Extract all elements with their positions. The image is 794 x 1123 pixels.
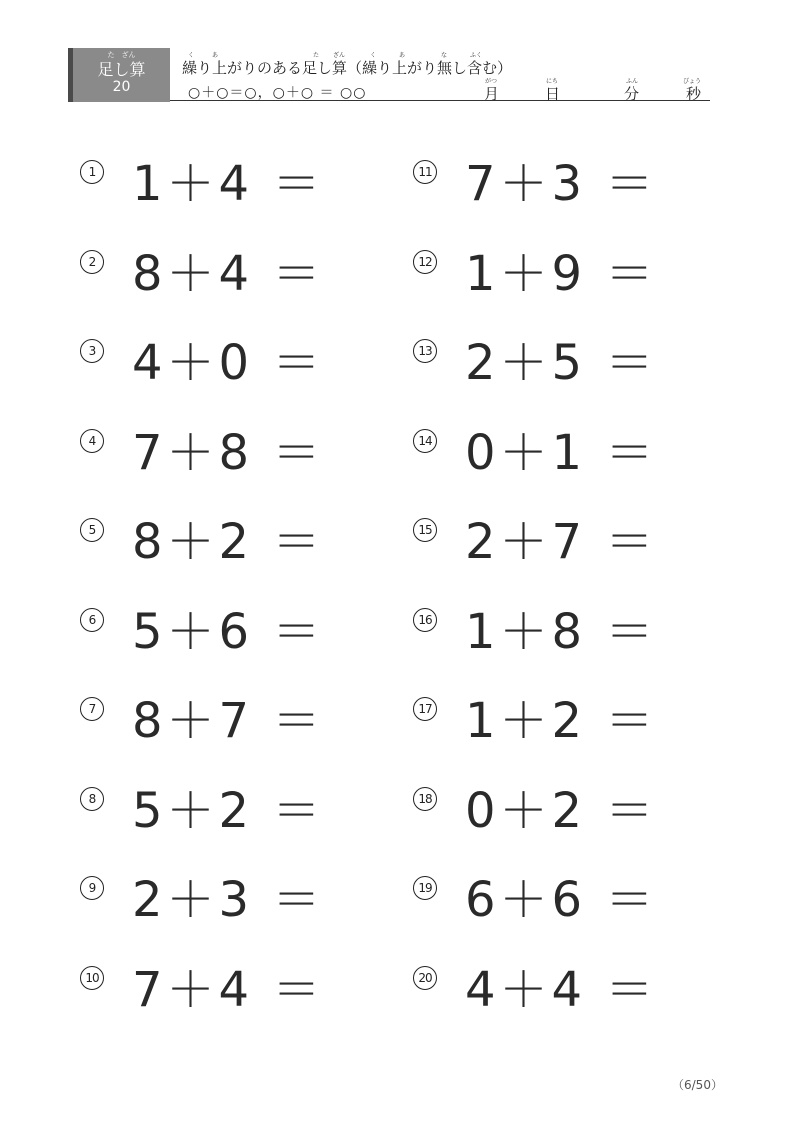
problem-expression: 7＋8 ＝ xyxy=(132,424,325,481)
problem-expression: 2＋3 ＝ xyxy=(132,872,325,928)
problem-number: 10 xyxy=(80,966,104,990)
problem-expression: 1＋2 ＝ xyxy=(465,693,658,749)
problem-number: 11 xyxy=(413,160,437,184)
problem-expression: 4＋0 ＝ xyxy=(132,335,325,391)
header-divider xyxy=(170,100,710,101)
second-label: 秒 xyxy=(686,85,702,103)
title-ruby-8: ふく xyxy=(470,52,483,59)
problem-number: 5 xyxy=(80,518,104,542)
problem-expression: 8＋7 ＝ xyxy=(132,693,325,749)
problem-number: 4 xyxy=(80,429,104,453)
title-ruby-3: た xyxy=(313,52,320,59)
problem-number: 3 xyxy=(80,339,104,363)
page-number: （6/50） xyxy=(672,1078,723,1092)
problem-number: 7 xyxy=(80,697,104,721)
problem-number: 8 xyxy=(80,787,104,811)
problem-expression: 4＋4 ＝ xyxy=(465,961,658,1018)
problem-expression: 5＋6 ＝ xyxy=(132,603,325,660)
problem-expression: 1＋8 ＝ xyxy=(465,603,658,660)
problem-number: 17 xyxy=(413,697,437,721)
worksheet-title: 繰り上がりのある足し算（繰り上がり無し含む） xyxy=(182,59,513,77)
minute-ruby: ふん xyxy=(626,78,639,85)
worksheet-number: 20 xyxy=(112,79,131,95)
problem-expression: 0＋1 ＝ xyxy=(465,424,658,481)
worksheet-subtitle: ○＋○＝○，○＋○ ＝ ○○ xyxy=(188,85,367,101)
category-ruby: た ざん xyxy=(107,51,136,59)
problem-expression: 2＋7 ＝ xyxy=(465,514,658,570)
day-label: 日 xyxy=(545,85,561,103)
problem-expression: 8＋2 ＝ xyxy=(132,514,325,570)
problem-number: 2 xyxy=(80,250,104,274)
title-ruby-1: く xyxy=(188,52,195,59)
problem-expression: 7＋4 ＝ xyxy=(132,961,325,1018)
category-label: 足し算 xyxy=(97,60,146,79)
problem-expression: 2＋5 ＝ xyxy=(465,335,658,391)
problem-number: 13 xyxy=(413,339,437,363)
problem-number: 19 xyxy=(413,876,437,900)
title-ruby-4: ざん xyxy=(333,52,346,59)
problem-number: 15 xyxy=(413,518,437,542)
problem-expression: 5＋2 ＝ xyxy=(132,782,325,839)
title-ruby-2: あ xyxy=(212,52,219,59)
second-ruby: びょう xyxy=(683,78,702,85)
problem-number: 16 xyxy=(413,608,437,632)
problem-number: 20 xyxy=(413,966,437,990)
problem-expression: 1＋9 ＝ xyxy=(465,245,658,302)
problem-expression: 0＋2 ＝ xyxy=(465,782,658,839)
problem-number: 6 xyxy=(80,608,104,632)
minute-label: 分 xyxy=(624,85,640,103)
problem-expression: 1＋4 ＝ xyxy=(132,156,325,212)
title-ruby-6: あ xyxy=(399,52,406,59)
problem-expression: 8＋4 ＝ xyxy=(132,245,325,302)
month-label: 月 xyxy=(484,85,500,103)
problem-number: 14 xyxy=(413,429,437,453)
problem-number: 12 xyxy=(413,250,437,274)
title-ruby-5: く xyxy=(370,52,377,59)
problem-expression: 6＋6 ＝ xyxy=(465,872,658,928)
problem-expression: 7＋3 ＝ xyxy=(465,156,658,212)
problem-number: 1 xyxy=(80,160,104,184)
problem-number: 18 xyxy=(413,787,437,811)
day-ruby: にち xyxy=(546,78,559,85)
problem-number: 9 xyxy=(80,876,104,900)
title-ruby-7: な xyxy=(441,52,448,59)
category-box xyxy=(68,48,170,102)
month-ruby: がつ xyxy=(485,78,498,85)
